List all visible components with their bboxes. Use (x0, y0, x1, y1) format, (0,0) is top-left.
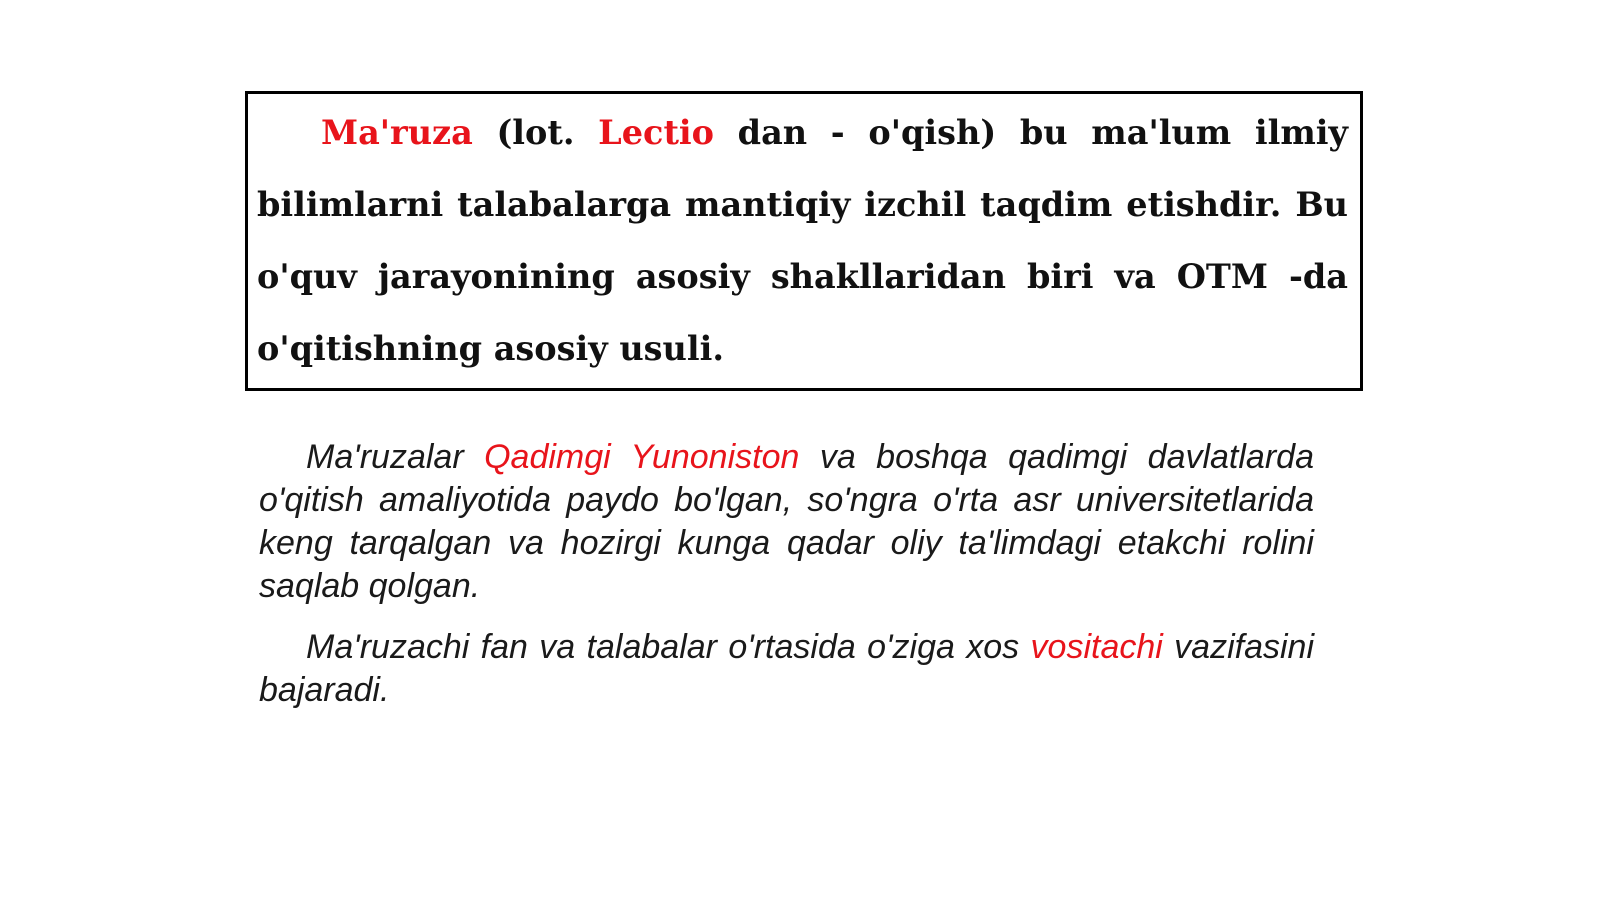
latin-term-highlight: Lectio (598, 113, 714, 152)
lecturer-end: vazifasini bajaradi. (259, 628, 1314, 709)
definition-box (245, 91, 1363, 391)
lecturer-highlight: vositachi (1030, 628, 1163, 666)
lecturer-paragraph (259, 626, 1314, 712)
history-start: Ma'ruzalar (306, 438, 485, 476)
history-paragraph (259, 436, 1314, 608)
history-highlight: Qadimgi Yunoniston (484, 438, 800, 476)
definition-text (257, 97, 1348, 385)
lecturer-start: Ma'ruzachi fan va talabalar o'rtasida o'ziga xos (306, 628, 1031, 666)
definition-part2: dan - o'qish) bu ma'lum ilmiy bilimlarni talabalarga mantiqiy izchil taqdim etishdir. Bu o'quv jarayonining asosiy shakllaridan biri va OTM -da o'qitishning asosiy usuli. (257, 113, 1348, 368)
definition-part1: (lot. (472, 113, 599, 152)
term-highlight: Ma'ruza (321, 113, 473, 152)
history-end: va boshqa qadimgi davlatlarda o'qitish amaliyotida paydo bo'lgan, so'ngra o'rta asr universitetlarida keng tarqalgan va hozirgi kunga qadar oliy ta'limdagi etakchi rolini saqlab qolgan. (259, 438, 1314, 605)
